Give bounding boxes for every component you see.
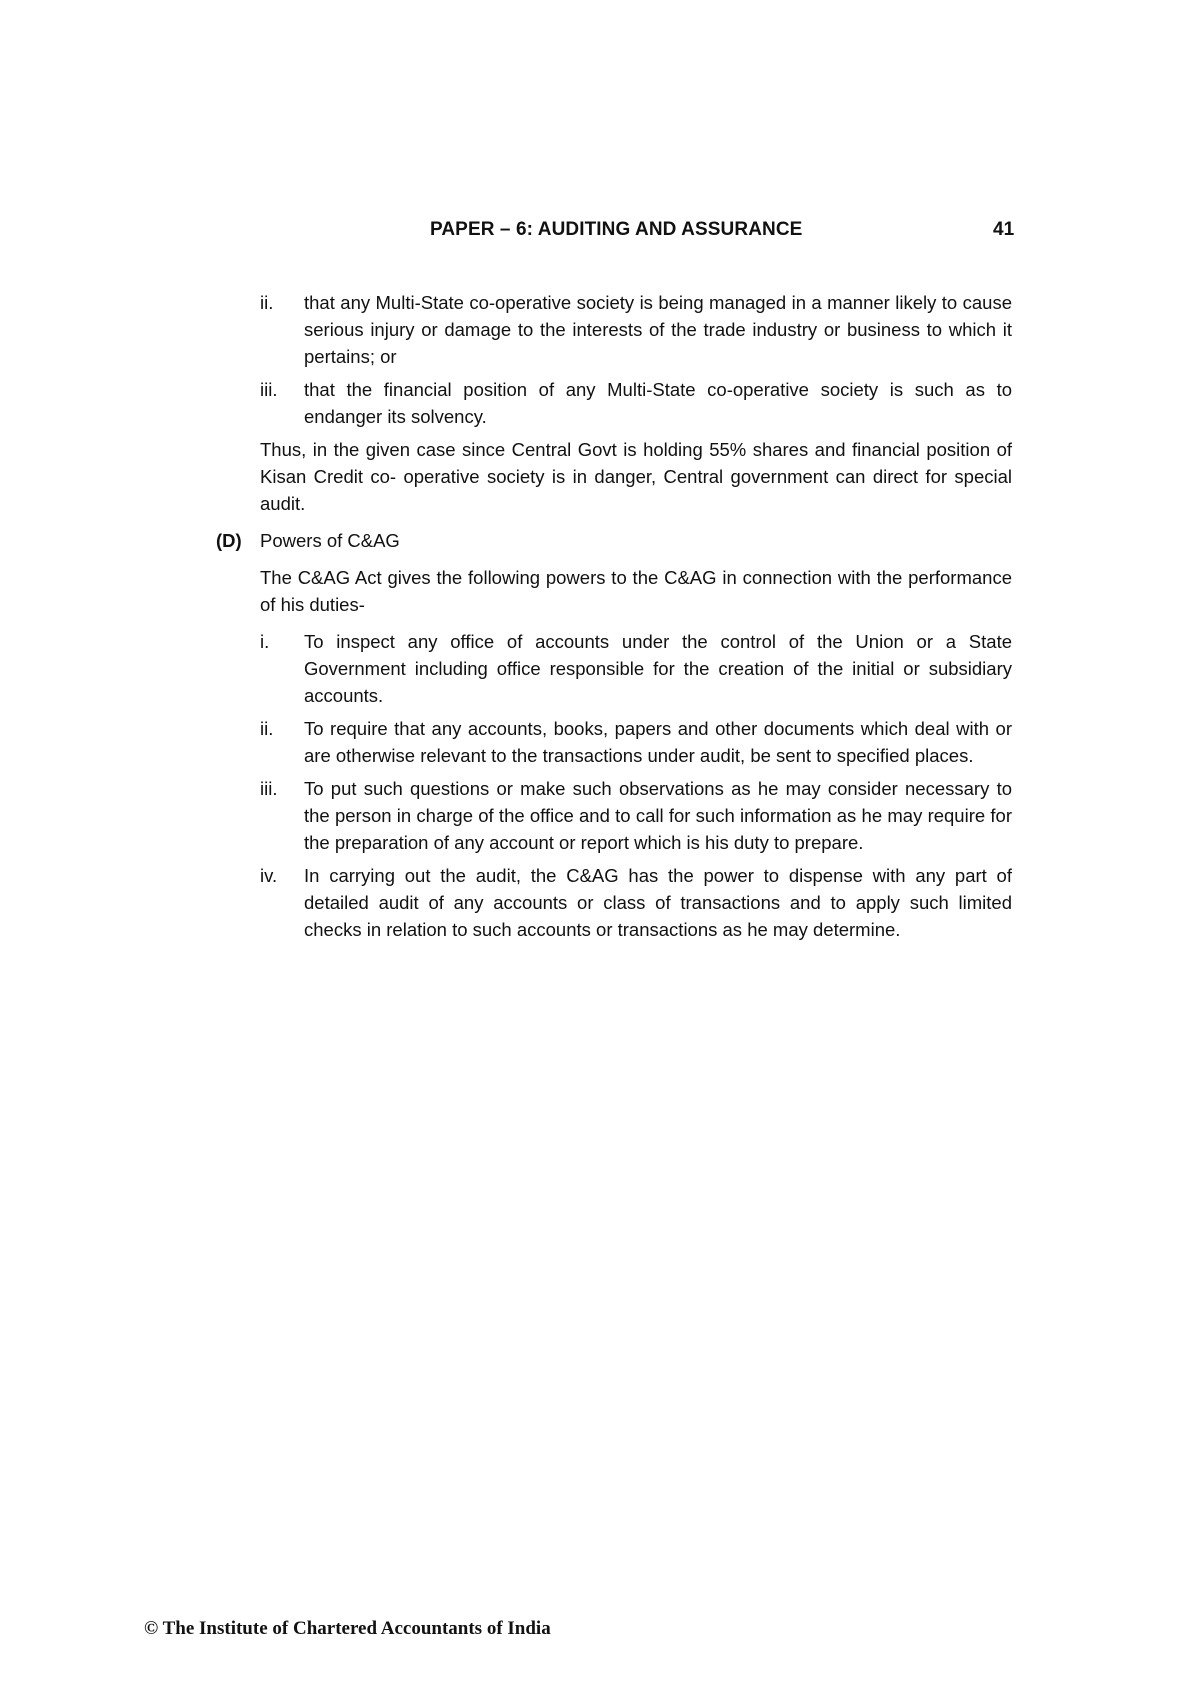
list-item-text: that any Multi-State co-operative society is being managed in a manner likely to cause serious injury or damage to the interests of the trade industry or business to which it pertains; or xyxy=(304,292,1012,367)
list-item-number: iii. xyxy=(260,778,278,799)
list-item-number: ii. xyxy=(260,292,274,313)
list-item-text: To put such questions or make such observations as he may consider necessary to the person in charge of the office and to call for such information as he may require for the preparation of any account or report which is his duty to prepare. xyxy=(304,778,1012,853)
section-intro-paragraph: The C&AG Act gives the following powers to the C&AG in connection with the performance of his duties- xyxy=(260,567,1012,615)
list-item-text: In carrying out the audit, the C&AG has the power to dispense with any part of detailed audit of any accounts or class of transactions and to apply such limited checks in relation to such accounts or transactions as he may determine. xyxy=(304,865,1012,940)
list-item-text: To require that any accounts, books, papers and other documents which deal with or are otherwise relevant to the transactions under audit, be sent to specified places. xyxy=(304,718,1012,766)
page-content xyxy=(216,289,1012,949)
page-number: 41 xyxy=(993,219,1015,240)
section-heading xyxy=(216,527,1012,554)
conclusion-paragraph: Thus, in the given case since Central Govt is holding 55% shares and financial position of Kisan Credit co- operative society is in danger, Central government can direct for special audit. xyxy=(260,439,1012,514)
section-label: (D) xyxy=(216,530,242,551)
list-item-text: To inspect any office of accounts under the control of the Union or a State Government including office responsible for the creation of the initial or subsidiary accounts. xyxy=(304,631,1012,706)
copyright-footer: © The Institute of Chartered Accountants of India xyxy=(144,1618,551,1639)
list-item xyxy=(260,628,1012,709)
list-item-number: i. xyxy=(260,631,270,652)
list-item xyxy=(260,862,1012,943)
section-title: Powers of C&AG xyxy=(260,530,400,551)
list-item-number: ii. xyxy=(260,718,274,739)
list-item-number: iv. xyxy=(260,865,278,886)
list-item xyxy=(260,376,1012,430)
running-header-title: PAPER – 6: AUDITING AND ASSURANCE xyxy=(430,219,803,240)
list-item xyxy=(260,715,1012,769)
list-item xyxy=(260,289,1012,370)
list-item-text: that the financial position of any Multi-State co-operative society is such as to endanger its solvency. xyxy=(304,379,1012,427)
list-item xyxy=(260,775,1012,856)
list-item-number: iii. xyxy=(260,379,278,400)
